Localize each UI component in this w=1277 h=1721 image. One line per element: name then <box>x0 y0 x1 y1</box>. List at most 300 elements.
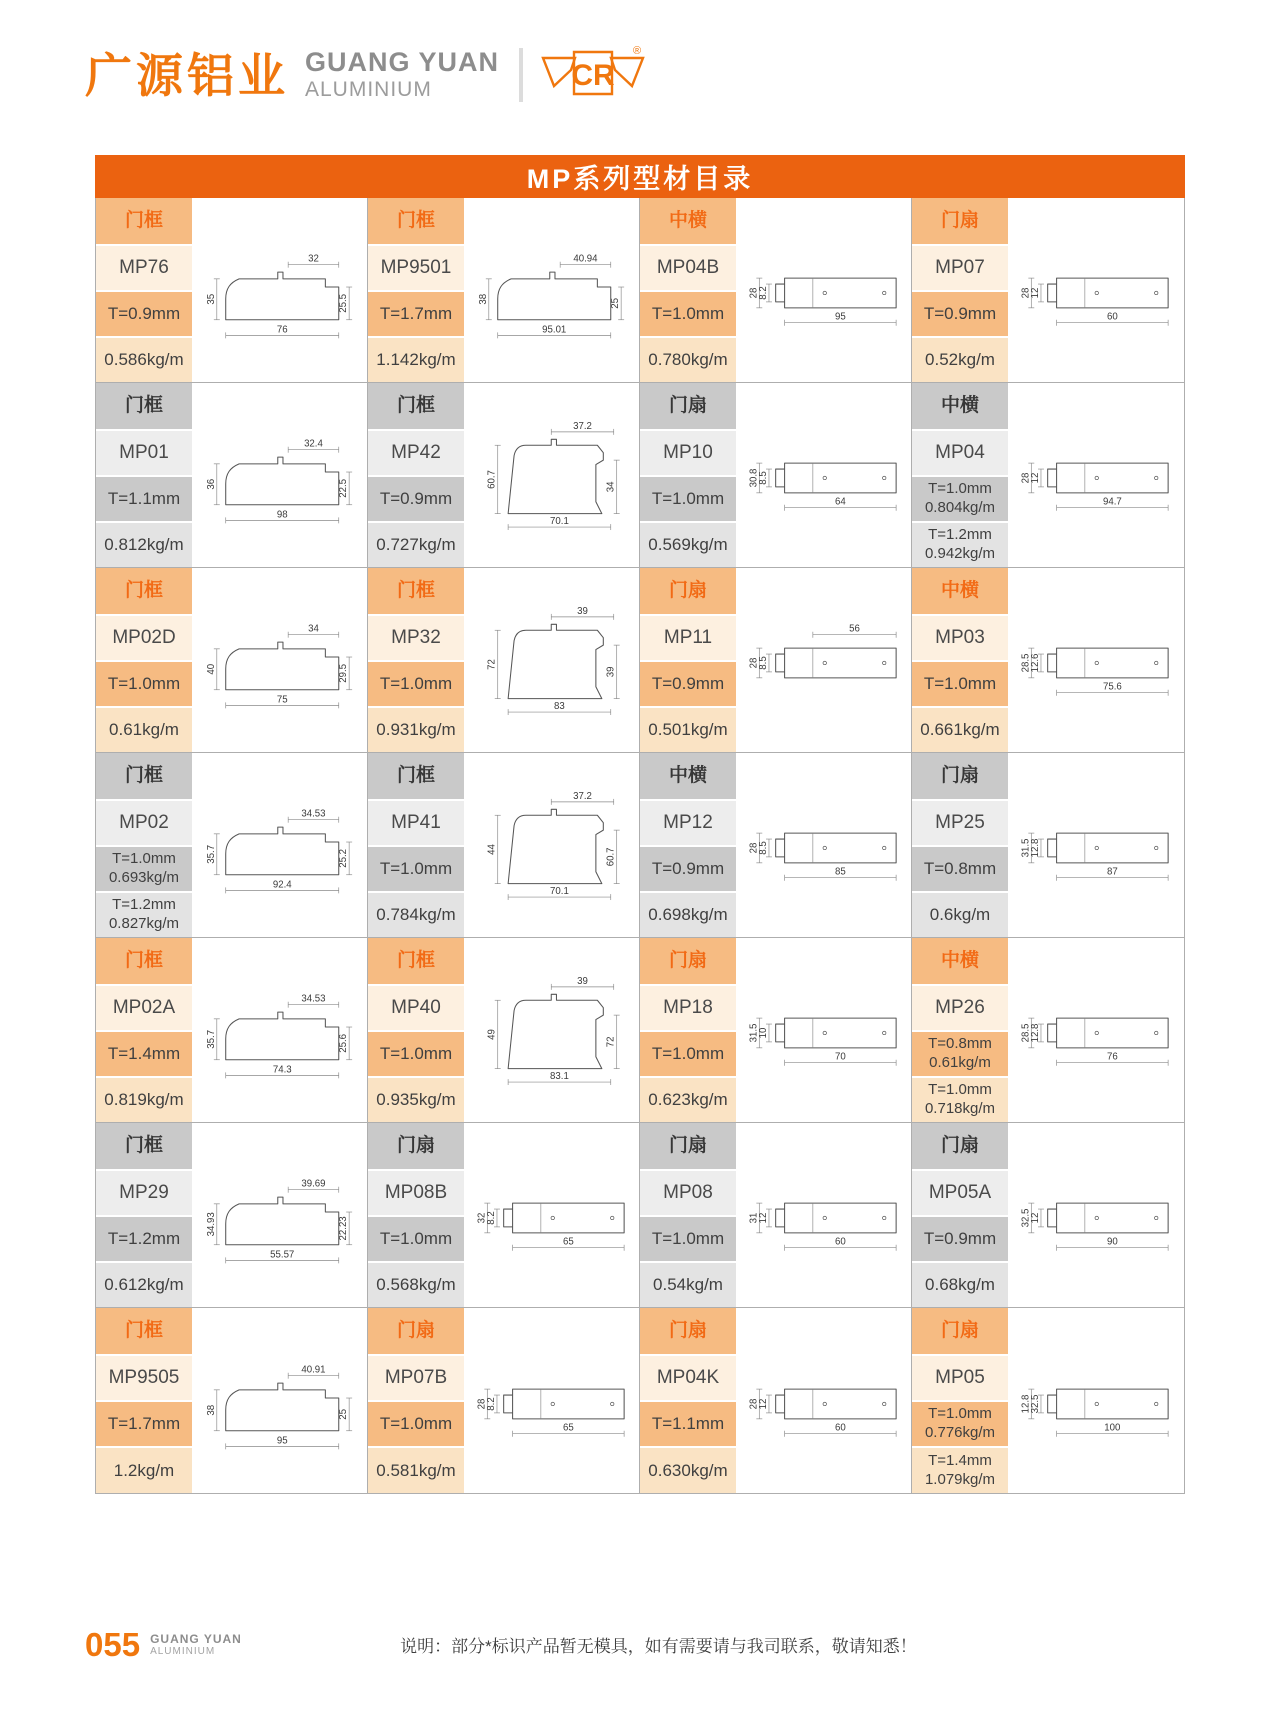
svg-text:34.53: 34.53 <box>300 808 326 820</box>
thickness-cell: T=0.9mm <box>96 292 192 338</box>
product-info <box>912 753 1008 937</box>
weight-label: 0.776kg/m <box>924 1424 996 1441</box>
product-code: MP42 <box>368 431 464 477</box>
product-code: MP32 <box>368 616 464 662</box>
weight-cell: 1.2kg/m <box>96 1448 192 1493</box>
profile-drawing-MP04 <box>1008 383 1184 567</box>
product-card-MP29 <box>96 1123 368 1308</box>
product-info <box>640 568 736 752</box>
product-card-MP40 <box>368 938 640 1123</box>
product-code: MP9505 <box>96 1356 192 1402</box>
svg-text:85: 85 <box>834 866 846 878</box>
product-code: MP05A <box>912 1171 1008 1217</box>
profile-drawing-MP08 <box>736 1123 911 1307</box>
profile-drawing-MP11 <box>736 568 911 752</box>
profile-drawing-MP25 <box>1008 753 1184 937</box>
svg-text:28: 28 <box>747 657 759 669</box>
product-code: MP40 <box>368 986 464 1032</box>
weight-cell <box>96 893 192 937</box>
svg-text:60: 60 <box>834 1236 846 1248</box>
catalog-title-bar <box>95 155 1185 198</box>
svg-text:60.7: 60.7 <box>486 470 498 489</box>
svg-text:38: 38 <box>477 293 489 305</box>
profile-drawing-MP9505 <box>192 1308 367 1493</box>
svg-text:90: 90 <box>1106 1236 1118 1248</box>
profile-drawing-MP26 <box>1008 938 1184 1122</box>
product-info <box>912 568 1008 752</box>
product-card-MP32 <box>368 568 640 753</box>
thickness-cell: T=1.0mm <box>368 847 464 893</box>
thickness-label: T=1.4mm <box>928 1451 992 1469</box>
svg-text:10: 10 <box>757 1027 769 1039</box>
category-label: 门框 <box>368 198 464 246</box>
svg-text:28: 28 <box>747 1398 759 1409</box>
thickness-cell: T=1.7mm <box>368 292 464 338</box>
svg-text:35.7: 35.7 <box>205 844 217 864</box>
category-label: 门框 <box>96 1123 192 1171</box>
svg-text:34.53: 34.53 <box>300 993 326 1005</box>
svg-text:70.1: 70.1 <box>549 516 569 528</box>
product-code: MP04B <box>640 246 736 292</box>
page-title: MP系列型材目录 <box>526 164 754 194</box>
thickness-cell: T=1.0mm <box>912 662 1008 708</box>
weight-cell: 0.568kg/m <box>368 1263 464 1307</box>
category-label: 门扇 <box>640 1123 736 1171</box>
svg-text:75: 75 <box>276 694 288 706</box>
category-label: 中横 <box>640 198 736 246</box>
category-label: 门框 <box>368 383 464 431</box>
page-number: 055 <box>85 1626 141 1663</box>
profile-drawing-MP05 <box>1008 1308 1184 1493</box>
category-label: 门框 <box>96 938 192 986</box>
svg-text:60: 60 <box>834 1422 846 1434</box>
svg-text:12: 12 <box>757 1212 769 1224</box>
thickness-cell: T=1.0mm <box>368 1217 464 1263</box>
thickness-cell: T=1.1mm <box>640 1402 736 1448</box>
svg-text:28: 28 <box>1020 472 1032 484</box>
brand-logo-en <box>305 48 499 103</box>
svg-text:31.5: 31.5 <box>1020 838 1032 858</box>
product-code: MP26 <box>912 986 1008 1032</box>
svg-text:29.5: 29.5 <box>337 663 349 683</box>
profile-drawing-MP9501 <box>464 198 639 382</box>
svg-text:40.94: 40.94 <box>572 253 598 265</box>
svg-text:75.6: 75.6 <box>1102 681 1122 693</box>
weight-cell: 0.52kg/m <box>912 338 1008 382</box>
svg-text:12: 12 <box>1030 472 1041 484</box>
product-info <box>96 383 192 567</box>
thickness-label: T=0.8mm <box>928 1035 992 1053</box>
product-card-MP04B <box>640 198 912 383</box>
thickness-cell: T=0.8mm <box>912 847 1008 893</box>
svg-text:76: 76 <box>1106 1051 1118 1063</box>
product-code: MP04K <box>640 1356 736 1402</box>
svg-text:12: 12 <box>757 1398 769 1409</box>
product-code: MP07 <box>912 246 1008 292</box>
profile-drawing-MP01 <box>192 383 367 567</box>
profile-drawing-MP02 <box>192 753 367 937</box>
svg-text:8.2: 8.2 <box>485 1211 497 1225</box>
category-label: 门扇 <box>368 1123 464 1171</box>
category-label: 门扇 <box>912 1308 1008 1356</box>
weight-cell: 0.54kg/m <box>640 1263 736 1307</box>
svg-text:32.4: 32.4 <box>303 438 323 450</box>
weight-label: 1.079kg/m <box>924 1470 996 1488</box>
svg-text:30.8: 30.8 <box>747 468 759 488</box>
product-code: MP02A <box>96 986 192 1032</box>
weight-cell: 0.812kg/m <box>96 523 192 567</box>
product-info <box>640 938 736 1122</box>
category-label: 门框 <box>368 753 464 801</box>
product-card-MP11 <box>640 568 912 753</box>
product-code: MP03 <box>912 616 1008 662</box>
profile-drawing-MP04B <box>736 198 911 382</box>
svg-text:12.8: 12.8 <box>1020 1394 1032 1413</box>
svg-text:28.5: 28.5 <box>1020 653 1032 673</box>
profile-drawing-MP08B <box>464 1123 639 1307</box>
weight-label: 0.718kg/m <box>924 1100 996 1117</box>
svg-text:8.5: 8.5 <box>757 841 769 855</box>
product-info <box>96 1123 192 1307</box>
svg-text:34: 34 <box>307 623 319 635</box>
product-info <box>912 383 1008 567</box>
weight-label: 0.942kg/m <box>924 545 996 562</box>
svg-text:32: 32 <box>307 253 319 265</box>
thickness-cell: T=0.9mm <box>368 477 464 523</box>
svg-text:98: 98 <box>276 509 288 521</box>
product-info <box>368 568 464 752</box>
svg-text:8.5: 8.5 <box>757 471 769 485</box>
product-info <box>640 1123 736 1307</box>
svg-text:35.7: 35.7 <box>205 1029 217 1049</box>
profile-drawing-MP04K <box>736 1308 911 1493</box>
svg-text:32.5: 32.5 <box>1020 1208 1032 1228</box>
product-card-MP02A <box>96 938 368 1123</box>
profile-drawing-MP29 <box>192 1123 367 1307</box>
product-card-MP07B <box>368 1308 640 1493</box>
svg-text:25: 25 <box>337 1408 349 1420</box>
svg-text:95: 95 <box>276 1434 288 1446</box>
product-info <box>368 198 464 382</box>
product-info <box>368 1308 464 1493</box>
thickness-label: T=1.0mm <box>928 480 992 498</box>
svg-text:60.7: 60.7 <box>605 847 617 867</box>
product-info <box>96 1308 192 1493</box>
thickness-cell: T=0.9mm <box>640 847 736 893</box>
svg-text:25.5: 25.5 <box>337 293 349 313</box>
product-code: MP76 <box>96 246 192 292</box>
svg-text:95.01: 95.01 <box>541 324 566 336</box>
svg-text:72: 72 <box>486 659 498 670</box>
svg-text:56: 56 <box>848 623 860 635</box>
product-card-MP07 <box>912 198 1184 383</box>
product-code: MP02 <box>96 801 192 847</box>
thickness-cell: T=1.2mm <box>96 1217 192 1263</box>
product-info <box>640 753 736 937</box>
footer-brand-name: GUANG YUAN <box>150 1632 242 1646</box>
weight-cell: 0.6kg/m <box>912 893 1008 937</box>
svg-text:28: 28 <box>475 1398 487 1409</box>
svg-text:37.2: 37.2 <box>572 790 592 802</box>
product-info <box>368 383 464 567</box>
svg-text:44: 44 <box>486 844 498 855</box>
weight-cell <box>912 523 1008 567</box>
product-card-MP25 <box>912 753 1184 938</box>
svg-text:34: 34 <box>605 481 617 493</box>
thickness-cell <box>912 1402 1008 1448</box>
svg-text:8.5: 8.5 <box>757 656 769 670</box>
product-info <box>640 383 736 567</box>
svg-text:95: 95 <box>834 311 846 323</box>
thickness-cell: T=1.0mm <box>96 662 192 708</box>
registered-mark: ® <box>632 45 642 57</box>
thickness-cell <box>96 847 192 893</box>
profile-drawing-MP76 <box>192 198 367 382</box>
product-card-MP9505 <box>96 1308 368 1493</box>
svg-text:12.6: 12.6 <box>1030 653 1041 673</box>
svg-text:25: 25 <box>609 298 621 309</box>
svg-text:22.23: 22.23 <box>337 1216 349 1241</box>
profile-drawing-MP07B <box>464 1308 639 1493</box>
product-code: MP25 <box>912 801 1008 847</box>
weight-cell: 0.698kg/m <box>640 893 736 937</box>
product-card-MP10 <box>640 383 912 568</box>
product-card-MP05A <box>912 1123 1184 1308</box>
svg-text:8.2: 8.2 <box>757 286 769 300</box>
product-card-MP03 <box>912 568 1184 753</box>
weight-cell <box>912 1078 1008 1122</box>
thickness-cell: T=1.4mm <box>96 1032 192 1078</box>
svg-text:40.91: 40.91 <box>300 1364 326 1376</box>
svg-text:39.69: 39.69 <box>300 1178 326 1190</box>
product-card-MP02D <box>96 568 368 753</box>
svg-text:39: 39 <box>576 975 588 987</box>
category-label: 门框 <box>96 198 192 246</box>
weight-label: 0.827kg/m <box>108 915 180 932</box>
svg-text:12: 12 <box>1030 287 1041 299</box>
product-info <box>640 198 736 382</box>
svg-text:28.5: 28.5 <box>1020 1023 1032 1043</box>
svg-text:39: 39 <box>576 605 588 617</box>
product-code: MP05 <box>912 1356 1008 1402</box>
product-info <box>912 1123 1008 1307</box>
category-label: 门框 <box>96 568 192 616</box>
thickness-label: T=1.2mm <box>112 896 176 914</box>
weight-cell: 1.142kg/m <box>368 338 464 382</box>
product-code: MP12 <box>640 801 736 847</box>
footer-brand <box>150 1632 242 1657</box>
product-card-MP76 <box>96 198 368 383</box>
profile-drawing-MP03 <box>1008 568 1184 752</box>
svg-text:87: 87 <box>1106 866 1118 878</box>
weight-cell: 0.501kg/m <box>640 708 736 752</box>
svg-text:94.7: 94.7 <box>1102 496 1122 508</box>
category-label: 门框 <box>96 753 192 801</box>
product-code: MP01 <box>96 431 192 477</box>
category-label: 中横 <box>912 383 1008 431</box>
thickness-cell: T=1.0mm <box>640 292 736 338</box>
svg-text:83.1: 83.1 <box>549 1071 569 1083</box>
svg-text:12.8: 12.8 <box>1030 838 1041 858</box>
svg-text:35: 35 <box>205 293 217 305</box>
category-label: 中横 <box>640 753 736 801</box>
product-card-MP04 <box>912 383 1184 568</box>
product-card-MP9501 <box>368 198 640 383</box>
brand-subtitle: ALUMINIUM <box>305 78 432 102</box>
svg-text:74.3: 74.3 <box>272 1064 292 1076</box>
svg-text:31: 31 <box>747 1212 759 1224</box>
product-card-MP01 <box>96 383 368 568</box>
weight-cell: 0.935kg/m <box>368 1078 464 1122</box>
category-label: 中横 <box>912 938 1008 986</box>
product-card-MP42 <box>368 383 640 568</box>
product-info <box>912 938 1008 1122</box>
svg-text:28: 28 <box>747 842 759 854</box>
product-code: MP11 <box>640 616 736 662</box>
profile-drawing-MP12 <box>736 753 911 937</box>
category-label: 门框 <box>96 1308 192 1356</box>
cr-brand-icon <box>541 44 645 106</box>
category-label: 门扇 <box>640 1308 736 1356</box>
product-code: MP9501 <box>368 246 464 292</box>
thickness-cell: T=1.0mm <box>368 1032 464 1078</box>
thickness-cell <box>912 1032 1008 1078</box>
category-label: 中横 <box>912 568 1008 616</box>
thickness-cell <box>912 477 1008 523</box>
category-label: 门扇 <box>640 938 736 986</box>
catalog-grid <box>95 198 1185 1494</box>
profile-drawing-MP10 <box>736 383 911 567</box>
svg-text:39: 39 <box>605 666 617 678</box>
header <box>85 44 645 106</box>
product-info <box>368 1123 464 1307</box>
weight-cell: 0.784kg/m <box>368 893 464 937</box>
product-code: MP04 <box>912 431 1008 477</box>
thickness-cell: T=1.0mm <box>368 1402 464 1448</box>
profile-drawing-MP02D <box>192 568 367 752</box>
weight-label: 0.693kg/m <box>108 869 180 886</box>
product-card-MP41 <box>368 753 640 938</box>
weight-cell: 0.586kg/m <box>96 338 192 382</box>
svg-text:60: 60 <box>1106 311 1118 323</box>
svg-text:32: 32 <box>475 1212 487 1224</box>
profile-drawing-MP41 <box>464 753 639 937</box>
category-label: 门框 <box>368 938 464 986</box>
footer-note: 说明：部分*标识产品暂无模具，如有需要请与我司联系，敬请知悉！ <box>400 1637 917 1656</box>
product-info <box>96 753 192 937</box>
product-code: MP07B <box>368 1356 464 1402</box>
svg-text:32.5: 32.5 <box>1030 1394 1041 1413</box>
thickness-cell: T=1.0mm <box>368 662 464 708</box>
profile-drawing-MP02A <box>192 938 367 1122</box>
product-code: MP02D <box>96 616 192 662</box>
svg-text:49: 49 <box>486 1029 498 1040</box>
weight-cell: 0.780kg/m <box>640 338 736 382</box>
weight-cell: 0.68kg/m <box>912 1263 1008 1307</box>
svg-text:72: 72 <box>605 1036 617 1048</box>
product-code: MP29 <box>96 1171 192 1217</box>
svg-text:28: 28 <box>747 287 759 299</box>
svg-text:65: 65 <box>562 1236 574 1248</box>
svg-text:76: 76 <box>276 324 288 336</box>
product-info <box>96 938 192 1122</box>
svg-text:12.8: 12.8 <box>1030 1023 1041 1043</box>
brand-name: GUANG YUAN <box>305 46 500 77</box>
product-info <box>368 753 464 937</box>
svg-text:83: 83 <box>553 701 565 713</box>
svg-text:64: 64 <box>834 496 846 508</box>
weight-label: 0.61kg/m <box>929 1054 991 1071</box>
svg-text:34.93: 34.93 <box>205 1212 217 1237</box>
product-info <box>368 938 464 1122</box>
weight-cell: 0.630kg/m <box>640 1448 736 1493</box>
svg-text:12: 12 <box>1030 1212 1041 1224</box>
thickness-label: T=1.0mm <box>928 1405 992 1423</box>
product-code: MP10 <box>640 431 736 477</box>
product-code: MP08B <box>368 1171 464 1217</box>
thickness-cell: T=0.9mm <box>640 662 736 708</box>
product-info <box>912 198 1008 382</box>
svg-text:37.2: 37.2 <box>572 420 592 432</box>
svg-text:22.5: 22.5 <box>337 478 349 498</box>
weight-cell: 0.727kg/m <box>368 523 464 567</box>
svg-text:31.5: 31.5 <box>747 1023 759 1043</box>
product-info <box>912 1308 1008 1493</box>
product-code: MP08 <box>640 1171 736 1217</box>
product-card-MP12 <box>640 753 912 938</box>
weight-cell: 0.931kg/m <box>368 708 464 752</box>
product-code: MP41 <box>368 801 464 847</box>
product-code: MP18 <box>640 986 736 1032</box>
category-label: 门扇 <box>368 1308 464 1356</box>
footer-brand-subtitle: ALUMINIUM <box>150 1646 216 1657</box>
weight-cell: 0.661kg/m <box>912 708 1008 752</box>
thickness-cell: T=1.0mm <box>640 1032 736 1078</box>
profile-drawing-MP40 <box>464 938 639 1122</box>
svg-text:40: 40 <box>205 663 217 675</box>
thickness-cell: T=1.0mm <box>640 1217 736 1263</box>
category-label: 门框 <box>96 383 192 431</box>
category-label: 门扇 <box>912 753 1008 801</box>
thickness-cell: T=1.0mm <box>640 477 736 523</box>
product-card-MP02 <box>96 753 368 938</box>
product-card-MP05 <box>912 1308 1184 1493</box>
weight-cell: 0.623kg/m <box>640 1078 736 1122</box>
footer <box>85 1628 1195 1661</box>
product-card-MP08B <box>368 1123 640 1308</box>
svg-text:70.1: 70.1 <box>549 886 569 898</box>
product-card-MP08 <box>640 1123 912 1308</box>
weight-label: 0.804kg/m <box>924 499 996 516</box>
svg-text:36: 36 <box>205 478 217 490</box>
svg-text:38: 38 <box>205 1404 217 1416</box>
header-divider <box>519 48 523 102</box>
category-label: 门扇 <box>640 568 736 616</box>
thickness-cell: T=0.9mm <box>912 1217 1008 1263</box>
thickness-cell: T=0.9mm <box>912 292 1008 338</box>
weight-cell: 0.819kg/m <box>96 1078 192 1122</box>
thickness-cell: T=1.1mm <box>96 477 192 523</box>
svg-text:92.4: 92.4 <box>272 879 292 891</box>
product-info <box>96 198 192 382</box>
profile-drawing-MP05A <box>1008 1123 1184 1307</box>
svg-text:8.2: 8.2 <box>485 1396 497 1411</box>
svg-text:25.2: 25.2 <box>337 848 349 868</box>
profile-drawing-MP18 <box>736 938 911 1122</box>
svg-text:28: 28 <box>1020 287 1032 299</box>
product-card-MP18 <box>640 938 912 1123</box>
weight-cell: 0.569kg/m <box>640 523 736 567</box>
